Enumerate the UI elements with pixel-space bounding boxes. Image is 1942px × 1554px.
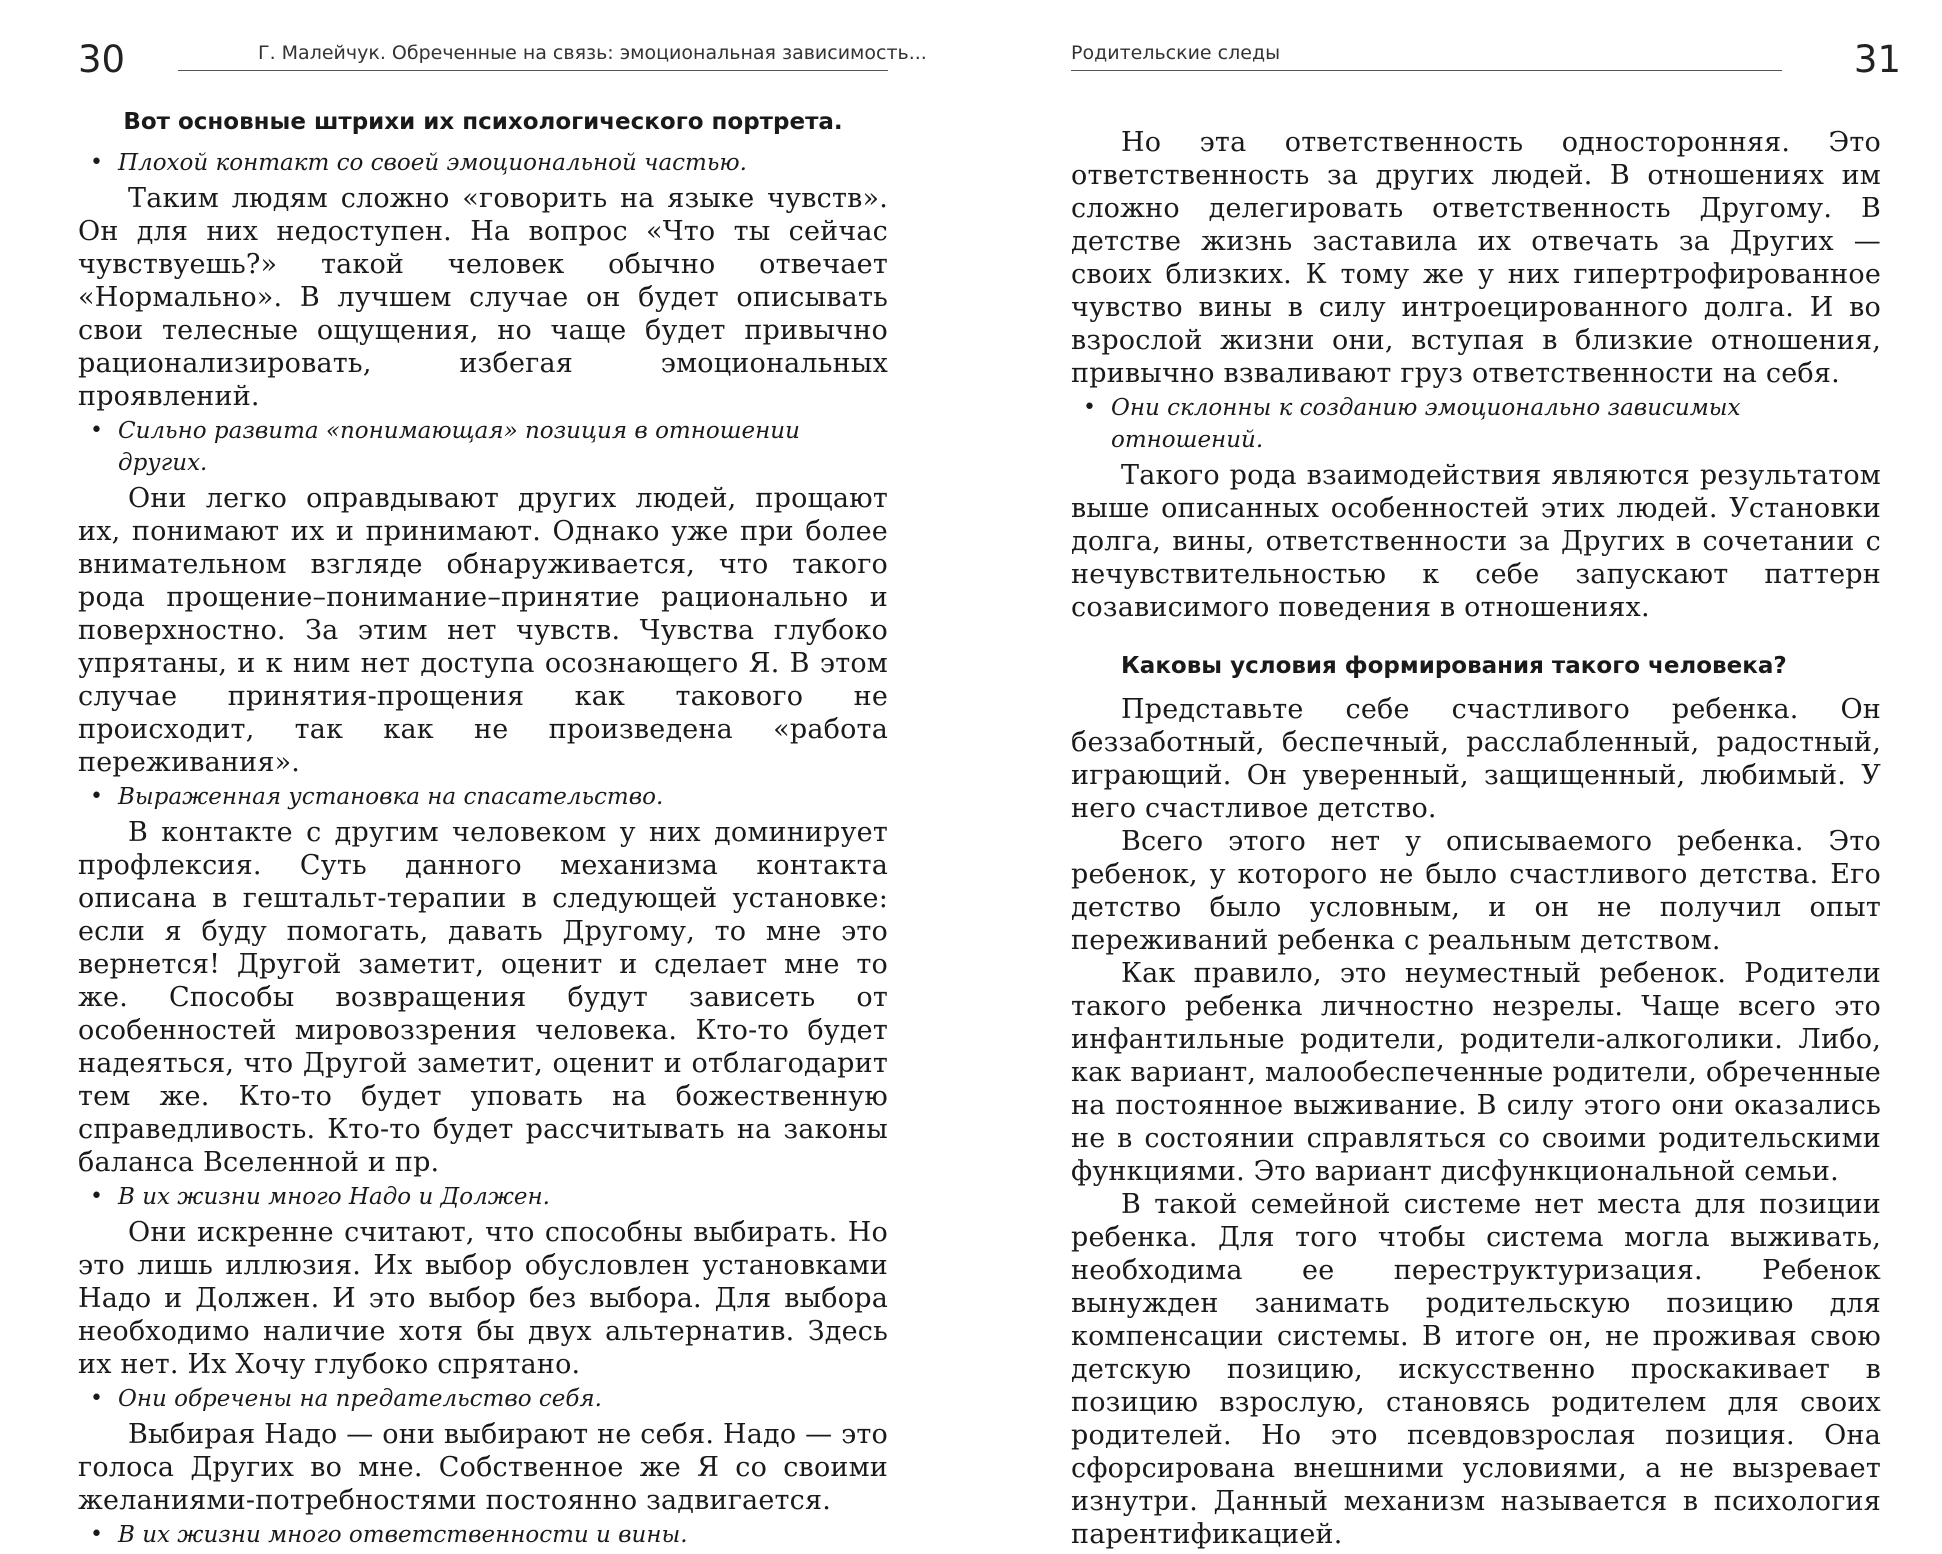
bullet-text: Плохой контакт со своей эмоциональной частью. (118, 150, 747, 176)
paragraph: Таким людям сложно «говорить на языке чувств». Он для них недоступен. На вопрос «Что ты сейчас чувствуешь?» такой человек обычно отвечает «Нормально». В лучшем случае он будет описывать свои телесные ощущения, но чаще будет привычно рационализировать, избегая эмоциональных проявлений. (78, 183, 888, 412)
header-rule-right (1071, 70, 1782, 71)
bullet-dot-icon: • (90, 784, 103, 809)
bullet-item (1071, 392, 1881, 456)
bullet-item (78, 147, 888, 179)
left-page (78, 0, 927, 1548)
bullet-item (78, 415, 888, 479)
bullet-dot-icon: • (90, 150, 103, 175)
paragraph: В контакте с другим человеком у них доминирует профлексия. Суть данного механизма контакта описана в гештальт-терапии в следующей установке: если я буду помогать, давать Другому, то мне это вернется! Другой заметит, оценит и сделает мне то же. Способы возвращения будут зависеть от особенностей мировоззрения человека. Кто-то будет надеяться, что Другой заметит, оценит и отблагодарит тем же. Кто-то будет уповать на божественную справедливость. Кто-то будет рассчитывать на законы баланса Вселенной и пр. (78, 817, 888, 1178)
left-page-body (78, 106, 888, 1554)
bullet-dot-icon: • (90, 418, 103, 443)
bullet-text: Выраженная установка на спасательство. (118, 784, 664, 810)
paragraph: Как правило, это неуместный ребенок. Родители такого ребенка личностно незрелы. Чаще всего это инфантильные родители, родители-алкоголики. Либо, как вариант, малообеспеченные родители, обреченные на постоянное выживание. В силу этого они оказались не в состоянии справляться со своими родительскими функциями. Это вариант дисфункциональной семьи. (1071, 958, 1881, 1187)
paragraph: Всего этого нет у описываемого ребенка. Это ребенок, у которого не было счастливого детства. Его детство было условным, и он не получил опыт переживаний ребенка с реальным детством. (1071, 826, 1881, 956)
section-title: Каковы условия формирования такого человека? (1121, 653, 1787, 679)
page-number-left: 30 (78, 38, 126, 81)
header-rule-left (178, 70, 888, 71)
running-head-left: Г. Малейчук. Обреченные на связь: эмоциональная зависимость... (258, 42, 927, 64)
bullet-dot-icon: • (1083, 395, 1096, 420)
bullet-item (78, 1181, 888, 1213)
paragraph: Но эта ответственность односторонняя. Это ответственность за других людей. В отношениях им сложно делегировать ответственность Другому. В детстве жизнь заставила их отвечать за Других — своих близких. К тому же у них гипертрофированное чувство вины в силу интроецированного долга. И во взрослой жизни они, вступая в близкие отношения, привычно взваливают груз ответственности на себя. (1071, 127, 1881, 389)
right-page-body (1071, 126, 1881, 1551)
paragraph: Они легко оправдывают других людей, прощают их, понимают их и принимают. Однако уже при более внимательном взгляде обнаруживается, что такого рода прощение–понимание–принятие рационально и поверхностно. За этим нет чувств. Чувства глубоко упрятаны, и к ним нет доступа осознающего Я. В этом случае принятия-прощения как такового не происходит, так как не произведена «работа переживания». (78, 483, 888, 778)
bullet-item (78, 1519, 888, 1551)
bullet-dot-icon: • (90, 1184, 103, 1209)
bullet-text: В их жизни много Надо и Должен. (118, 1184, 550, 1210)
bullet-text: В их жизни много ответственности и вины. (118, 1522, 688, 1548)
bullet-text: Они склонны к созданию эмоционально зависимых отношений. (1111, 395, 1741, 453)
paragraph: Такого рода взаимодействия являются результатом выше описанных особенностей этих людей. Установки долга, вины, ответственности за Других в сочетании с нечувствительностью к себе запускают паттерн созависимого поведения в отношениях. (1071, 460, 1881, 623)
page-number-right: 31 (1853, 38, 1901, 81)
paragraph: В такой семейной системе нет места для позиции ребенка. Для того чтобы система могла выживать, необходима ее переструктуризация. Ребенок вынужден занимать родительскую позицию для компенсации системы. В итоге он, не проживая свою детскую позицию, искусственно проскакивает в позицию взрослую, становясь родителем для своих родителей. Но это псевдовзрослая позиция. Она сфорсирована внешними условиями, а не вызревает изнутри. Данный механизм называется в психология парентификацией. (1071, 1189, 1881, 1550)
bullet-dot-icon: • (90, 1522, 103, 1547)
bullet-text: Сильно развита «понимающая» позиция в отношении других. (118, 418, 800, 476)
paragraph: Выбирая Надо — они выбирают не себя. Надо — это голоса Других во мне. Собственное же Я со своими желаниями-потребностями постоянно задвигается. (78, 1419, 888, 1516)
paragraph: Они искренне считают, что способны выбирать. Но это лишь иллюзия. Их выбор обусловлен установками Надо и Должен. И это выбор без выбора. Для выбора необходимо наличие хотя бы двух альтернатив. Здесь их нет. Их Хочу глубоко спрятано. (78, 1217, 888, 1380)
paragraph: Представьте себе счастливого ребенка. Он беззаботный, беспечный, расслабленный, радостный, играющий. Он уверенный, защищенный, любимый. У него счастливое детство. (1071, 694, 1881, 824)
bullet-item (78, 781, 888, 813)
section-title: Вот основные штрихи их психологического портрета. (123, 109, 843, 135)
right-page (1071, 0, 1901, 1550)
bullet-text: Они обречены на предательство себя. (118, 1386, 602, 1412)
bullet-item (78, 1383, 888, 1415)
running-head-right: Родительские следы (1071, 42, 1281, 64)
bullet-dot-icon: • (90, 1386, 103, 1411)
